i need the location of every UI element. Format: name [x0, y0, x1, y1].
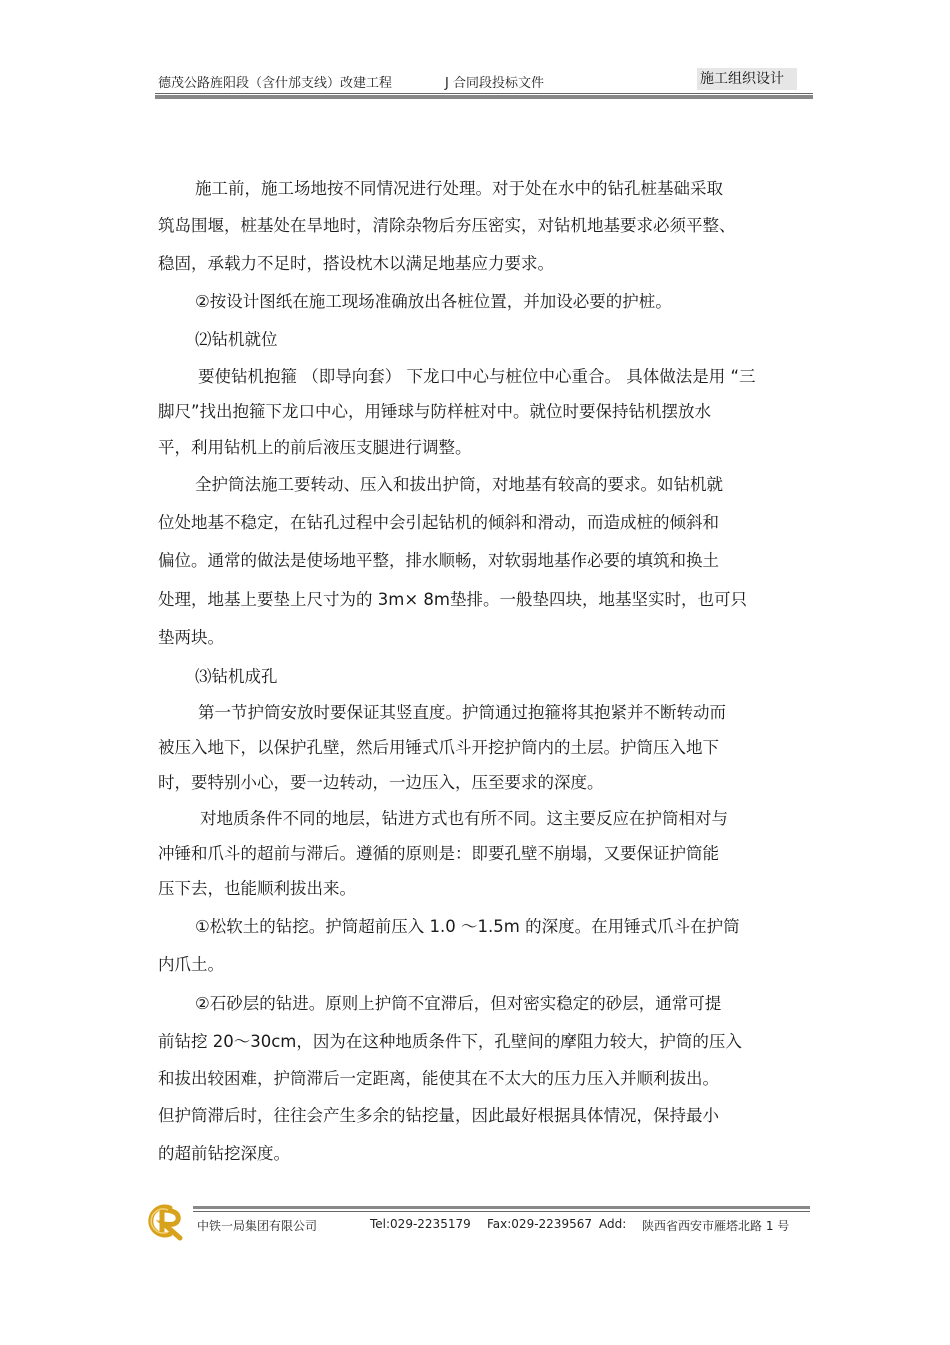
footer-address: 陕西省西安市雁塔北路 1 号 [642, 1219, 790, 1233]
header-contract-label: J 合同段投标文件 [445, 76, 544, 91]
body-line: 稳固，承载力不足时，搭设枕木以满足地基应力要求。 [158, 254, 554, 273]
header-project-title: 德茂公路旌阳段（含什邡支线）改建工程 [158, 76, 393, 91]
body-line: 偏位。通常的做法是使场地平整，排水顺畅，对软弱地基作必要的填筑和换土 [158, 551, 719, 570]
body-line: ②石砂层的钻进。原则上护筒不宜滞后，但对密实稳定的砂层，通常可提 [195, 994, 722, 1013]
footer-company-name: 中铁一局集团有限公司 [197, 1219, 318, 1233]
body-line: 全护筒法施工要转动、压入和拔出护筒，对地基有较高的要求。如钻机就 [195, 475, 723, 494]
footer-address-label: Add: [599, 1217, 627, 1231]
body-line: 平，利用钻机上的前后液压支腿进行调整。 [158, 438, 472, 457]
body-line: 内爪土。 [158, 955, 224, 974]
body-line: 被压入地下，以保护孔壁，然后用锤式爪斗开挖护筒内的土层。护筒压入地下 [158, 738, 719, 757]
body-line: 处理，地基上要垫上尺寸为的 3m× 8m垫排。一般垫四块，地基坚实时，也可只 [158, 590, 747, 609]
company-logo-icon [140, 1200, 188, 1242]
body-line: ②按设计图纸在施工现场准确放出各桩位置，并加设必要的护桩。 [195, 292, 672, 311]
footer-fax: Fax:029-2239567 [487, 1217, 592, 1231]
body-line: 施工前，施工场地按不同情况进行处理。对于处在水中的钻孔桩基础采取 [195, 179, 723, 198]
body-line: 垫两块。 [158, 628, 224, 647]
footer-telephone: Tel:029-2235179 [370, 1217, 471, 1231]
body-line: 要使钻机抱箍 （即导向套） 下龙口中心与桩位中心重合。 具体做法是用 “三 [198, 367, 756, 386]
body-line: 时，要特别小心，要一边转动，一边压入，压至要求的深度。 [158, 773, 604, 792]
header-rule-thick [155, 95, 813, 99]
footer-rule-thick [193, 1206, 810, 1209]
page-footer [0, 1200, 950, 1250]
body-line: 位处地基不稳定，在钻孔过程中会引起钻机的倾斜和滑动，而造成桩的倾斜和 [158, 513, 719, 532]
body-line: 第一节护筒安放时要保证其竖直度。护筒通过抱箍将其抱紧并不断转动而 [198, 703, 726, 722]
body-line: 前钻挖 20～30cm，因为在这种地质条件下，孔壁间的摩阻力较大，护筒的压入 [158, 1032, 742, 1051]
body-line: 筑岛围堰，桩基处在旱地时，清除杂物后夯压密实，对钻机地基要求必须平整、 [158, 216, 736, 235]
header-section-label: 施工组织设计 [697, 68, 797, 90]
page-header [0, 0, 950, 110]
header-rule-thin [155, 93, 813, 94]
body-line: 对地质条件不同的地层，钻进方式也有所不同。这主要反应在护筒相对与 [200, 809, 728, 828]
body-line: 冲锤和爪斗的超前与滞后。遵循的原则是：即要孔壁不崩塌，又要保证护筒能 [158, 844, 719, 863]
subsection-heading: ⑵钻机就位 [195, 330, 278, 349]
subsection-heading: ⑶钻机成孔 [195, 667, 278, 686]
body-line: 但护筒滞后时，往往会产生多余的钻挖量，因此最好根据具体情况，保持最小 [158, 1106, 719, 1125]
footer-rule-thin [193, 1211, 810, 1212]
body-line: 和拔出较困难，护筒滞后一定距离，能使其在不太大的压力压入并顺利拔出。 [158, 1069, 719, 1088]
body-line: 的超前钻挖深度。 [158, 1144, 290, 1163]
body-line: 脚尺”找出抱箍下龙口中心，用锤球与防样桩对中。就位时要保持钻机摆放水 [158, 402, 712, 421]
body-line: ①松软土的钻挖。护筒超前压入 1.0 ～1.5m 的深度。在用锤式爪斗在护筒 [195, 917, 740, 936]
body-line: 压下去，也能顺利拔出来。 [158, 879, 356, 898]
